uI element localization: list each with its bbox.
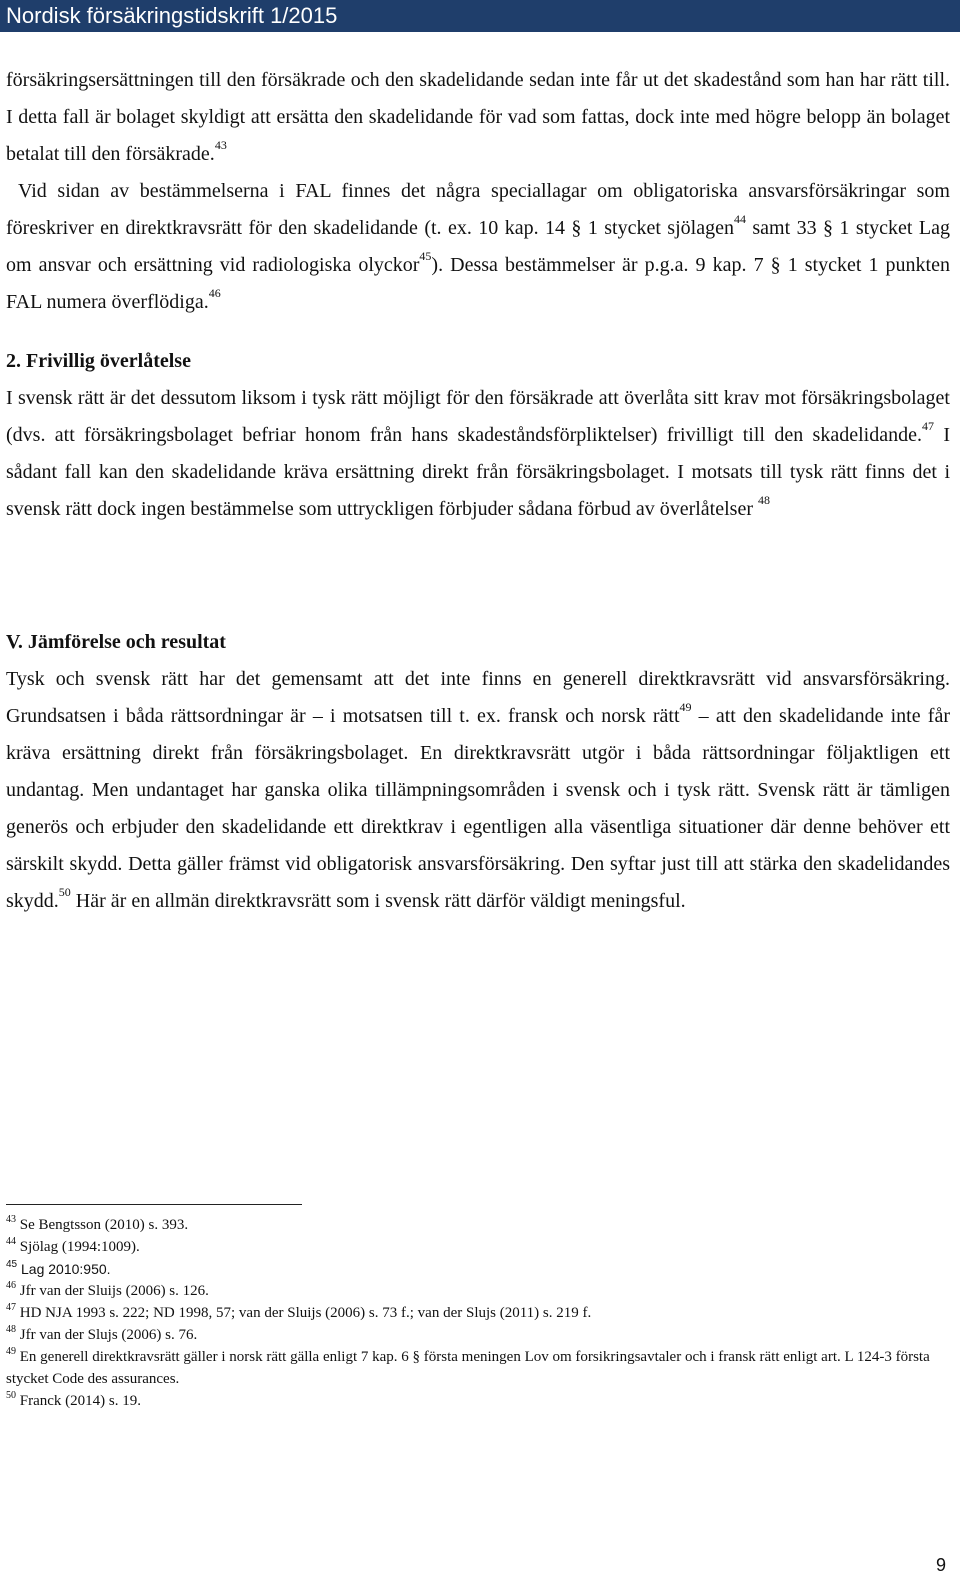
paragraph-3 bbox=[6, 380, 950, 528]
footnote-number: 48 bbox=[6, 1324, 16, 1335]
footnote-ref[interactable]: 45 bbox=[419, 249, 432, 264]
paragraph-1 bbox=[6, 62, 950, 173]
footnote-50 bbox=[6, 1390, 950, 1412]
paragraph-4 bbox=[6, 661, 950, 920]
footnote-44 bbox=[6, 1236, 950, 1258]
footnote-number: 44 bbox=[6, 1236, 16, 1247]
footnote-text: HD NJA 1993 s. 222; ND 1998, 57; van der Sluijs (2006) s. 73 f.; van der Slujs (2011) s. 219 f. bbox=[19, 1305, 592, 1321]
paragraph-text: I svensk rätt är det dessutom liksom i tysk rätt möjligt för den försäkrade att överlåta sitt krav mot försäkringsbolaget (dvs. att försäkringsbolaget befriar honom från hans skadeståndsförpliktelser) frivilligt till den skadelidande. bbox=[6, 387, 950, 446]
footnote-ref[interactable]: 44 bbox=[733, 212, 746, 227]
paragraph-text: – att den skadelidande inte får kräva ersättning direkt från försäkringsbolaget. En direktkravsrätt utgör i båda rättsordningar följaktligen ett undantag. Men undantaget har ganska olika tillämpningsområden i svensk och i tysk rätt. Svensk rätt är tämligen generös och erbjuder den skadelidande ett direktkrav i egentligen alla väsentliga situationer där denne behöver ett särskilt skydd. Detta gäller främst vid obligatorisk ansvarsförsäkring. Den syftar just till att stärka den skadelidandes skydd. bbox=[6, 705, 950, 912]
section-heading-frivillig: 2. Frivillig överlåtelse bbox=[6, 350, 191, 372]
journal-title: Nordisk försäkringstidskrift 1/2015 bbox=[6, 3, 338, 28]
footnote-text: En generell direktkravsrätt gäller i norsk rätt gälla enligt 7 kap. 6 § första meningen Lov om forsikringsavtaler och i fransk rätt enligt art. L 124-3 första stycket Code des assurances. bbox=[6, 1349, 930, 1387]
footnote-49 bbox=[6, 1346, 950, 1390]
footnote-ref[interactable]: 46 bbox=[208, 286, 221, 301]
footnote-48 bbox=[6, 1324, 950, 1346]
footnote-number: 49 bbox=[6, 1346, 16, 1357]
footnote-text: Franck (2014) s. 19. bbox=[19, 1393, 141, 1409]
footnote-text: Jfr van der Sluijs (2006) s. 126. bbox=[19, 1283, 209, 1299]
footnote-ref[interactable]: 50 bbox=[58, 885, 71, 900]
paragraph-2 bbox=[6, 173, 950, 321]
page-number: 9 bbox=[935, 1555, 946, 1575]
paragraph-text: Tysk och svensk rätt har det gemensamt att det inte finns en generell direktkravsrätt vid ansvarsförsäkring. Grundsatsen i båda rättsordningar är – i motsatsen till t. ex. fransk och norsk rätt bbox=[6, 668, 950, 727]
paragraph-text: Vid sidan av bestämmelserna i FAL finnes det några speciallagar om obligatoriska ansvarsförsäkringar som föreskriver en direktkravsrätt för den skadelidande (t. ex. 10 kap. 14 § 1 stycket sjölagen bbox=[6, 180, 950, 239]
paragraph-text: försäkringsersättningen till den försäkrade och den skadelidande sedan inte får ut det skadestånd som han har rätt till. I detta fall är bolaget skyldigt att ersätta den skadelidande för vad som fattas, dock inte med högre belopp än bolaget betalat till den försäkrade. bbox=[6, 69, 950, 165]
spacer bbox=[6, 528, 950, 624]
section-heading-jamforelse: V. Jämförelse och resultat bbox=[6, 631, 226, 653]
footnote-46 bbox=[6, 1280, 950, 1302]
footnote-ref[interactable]: 49 bbox=[679, 700, 692, 715]
footnote-ref[interactable]: 43 bbox=[214, 138, 227, 153]
footnote-47 bbox=[6, 1302, 950, 1324]
paragraph-text: Här är en allmän direktkravsrätt som i svensk rätt därför väldigt meningsful. bbox=[70, 890, 686, 912]
paragraph-text: ). Dessa bestämmelser är p.g.a. 9 kap. 7 § 1 stycket 1 punkten FAL numera överflödiga. bbox=[6, 254, 950, 313]
footnote-text: Jfr van der Slujs (2006) s. 76. bbox=[19, 1327, 198, 1343]
article-body bbox=[6, 62, 950, 920]
footnote-ref[interactable]: 48 bbox=[758, 493, 770, 508]
footnote-number: 47 bbox=[6, 1302, 16, 1313]
paragraph-text: I sådant fall kan den skadelidande kräva ersättning direkt från försäkringsbolaget. I motsats till tysk rätt finns det i svensk rätt dock ingen bestämmelse som uttryckligen förbjuder sådana förbud av överlåtelser bbox=[6, 424, 950, 520]
footnote-text: Lag 2010:950. bbox=[21, 1261, 111, 1277]
footnote-number: 45 bbox=[6, 1259, 18, 1270]
spacer bbox=[6, 321, 950, 343]
footnote-number: 43 bbox=[6, 1214, 16, 1225]
footnote-43 bbox=[6, 1214, 950, 1236]
footnote-ref[interactable]: 47 bbox=[921, 419, 934, 434]
footnotes bbox=[6, 1214, 950, 1412]
footnote-separator bbox=[6, 1204, 302, 1205]
footnote-number: 50 bbox=[6, 1390, 16, 1401]
paragraph-text: samt 33 § 1 stycket Lag om ansvar och ersättning vid radiologiska olyckor bbox=[6, 217, 950, 276]
journal-header-bar bbox=[0, 0, 960, 32]
footnote-number: 46 bbox=[6, 1280, 16, 1291]
footnote-45 bbox=[6, 1258, 950, 1280]
footnote-text: Sjölag (1994:1009). bbox=[19, 1239, 140, 1255]
footnote-text: Se Bengtsson (2010) s. 393. bbox=[19, 1217, 189, 1233]
